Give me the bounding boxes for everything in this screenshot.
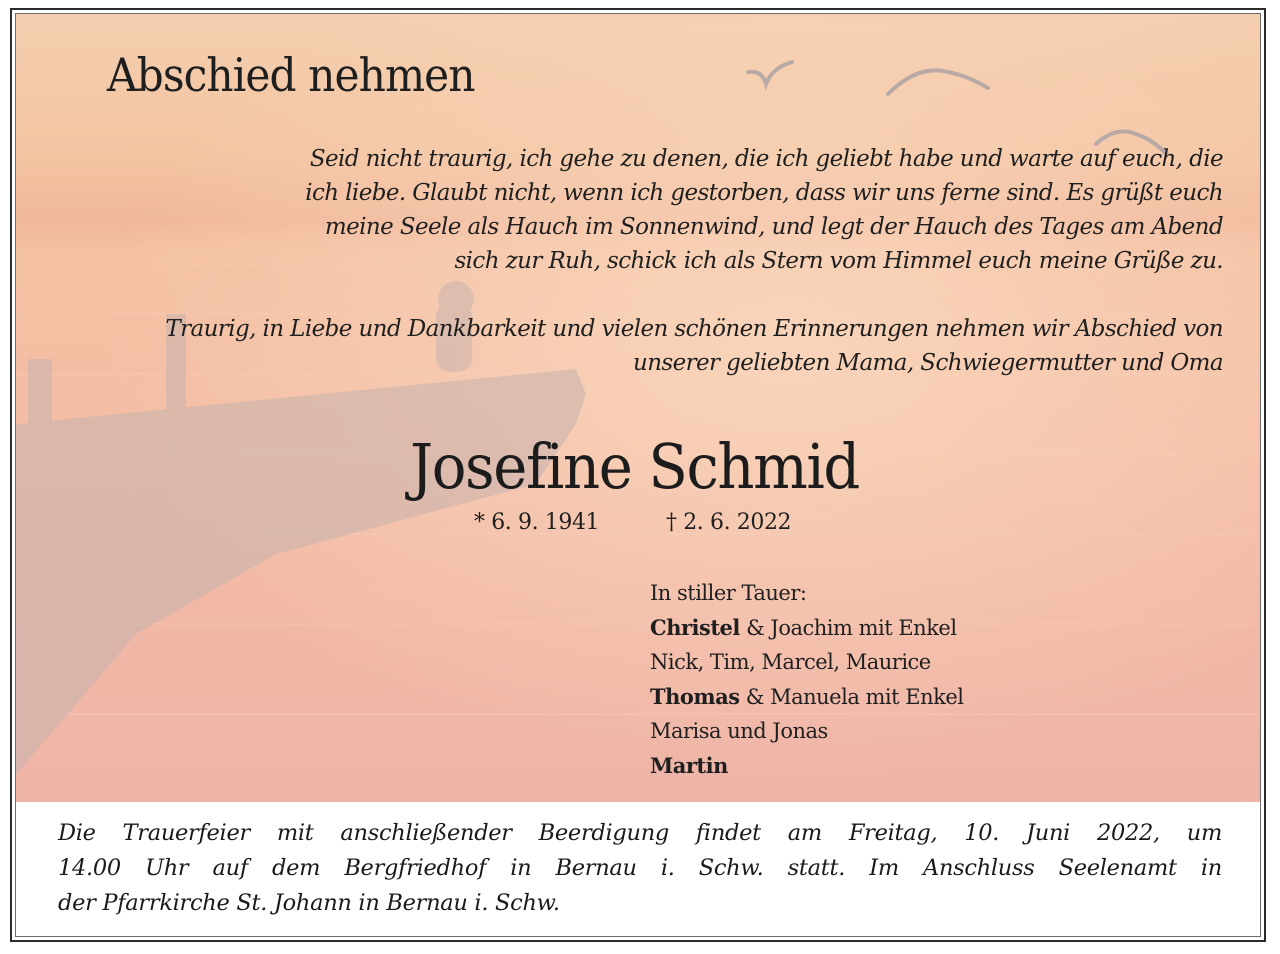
death-date: † 2. 6. 2022 [666, 510, 792, 535]
mourner-name: Thomas [650, 683, 740, 709]
notice-line: der Pfarrkirche St. Johann in Bernau i. Schw. [58, 890, 560, 916]
text-layer [12, 10, 1266, 942]
notice-line: 14.00 Uhr auf dem Bergfriedhof in Bernau i. Schw. statt. Im Anschluss Seelenamt in [58, 855, 1222, 881]
mourner-name: Martin [650, 752, 728, 778]
heading: Abschied nehmen [107, 48, 475, 102]
mourner-line: Nick, Tim, Marcel, Maurice [650, 650, 931, 674]
poem-line: ich liebe. Glaubt nicht, wenn ich gestorben, dass wir uns ferne sind. Es grüßt euch [305, 180, 1223, 206]
mourner-line [650, 680, 964, 715]
poem-line: Seid nicht traurig, ich gehe zu denen, die ich geliebt habe und warte auf euch, die [309, 146, 1223, 172]
poem [163, 142, 1223, 278]
birth-date: * 6. 9. 1941 [474, 510, 600, 535]
intro-line: unserer geliebten Mama, Schwiegermutter und Oma [632, 350, 1223, 376]
mourner-rest: & Manuela mit Enkel [739, 684, 964, 709]
poem-line: sich zur Ruh, schick ich als Stern vom Himmel euch meine Grüße zu. [454, 248, 1223, 274]
obituary-frame [10, 8, 1266, 942]
notice-line: Die Trauerfeier mit anschließender Beerdigung findet am Freitag, 10. Juni 2022, um [58, 820, 1222, 846]
mourner-name: Christel [650, 614, 740, 640]
mourner-line [650, 611, 964, 646]
funeral-notice [58, 816, 1222, 921]
mourners-list [650, 576, 964, 783]
mourners-intro: In stiller Tauer: [650, 581, 807, 605]
mourner-line: Marisa und Jonas [650, 719, 828, 743]
mourner-rest: & Joachim mit Enkel [739, 615, 957, 640]
deceased-name: Josefine Schmid [410, 430, 859, 503]
poem-line: meine Seele als Hauch im Sonnenwind, und legt der Hauch des Tages am Abend [324, 214, 1223, 240]
intro-line: Traurig, in Liebe und Dankbarkeit und vielen schönen Erinnerungen nehmen wir Abschied von [165, 316, 1223, 342]
farewell-intro [23, 312, 1223, 380]
mourner-line [650, 749, 964, 784]
